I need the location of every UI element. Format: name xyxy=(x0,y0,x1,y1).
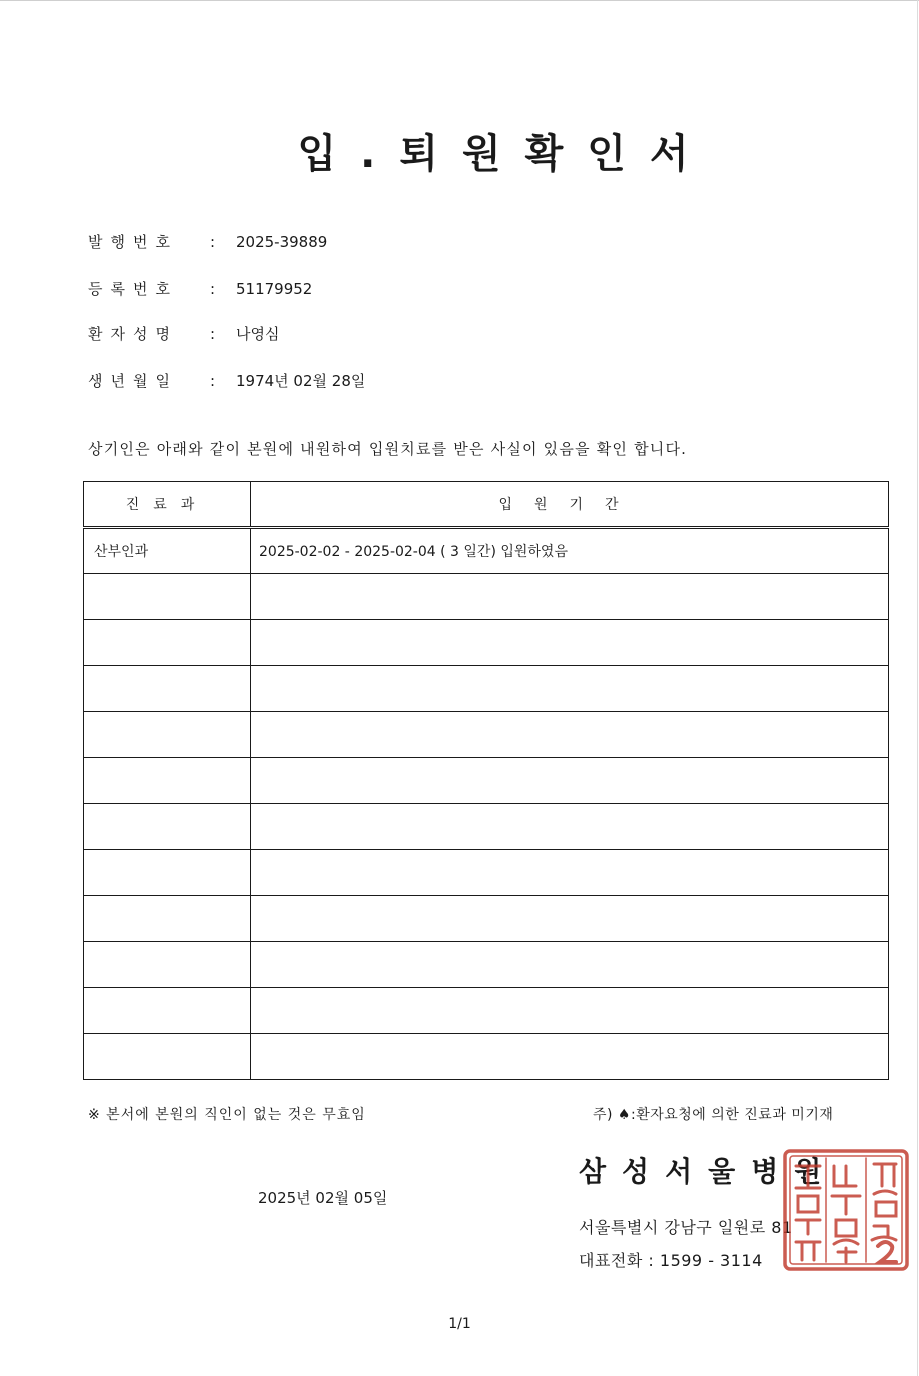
validity-note: ※ 본서에 본원의 직인이 없는 것은 무효임 xyxy=(88,1107,366,1123)
table-row xyxy=(84,896,889,942)
department-cell xyxy=(84,896,251,942)
department-cell: 산부인과 xyxy=(84,528,251,574)
department-cell xyxy=(84,804,251,850)
period-cell xyxy=(251,804,889,850)
birth-date-colon: : xyxy=(210,372,216,390)
period-cell xyxy=(251,942,889,988)
period-header: 입원기간 xyxy=(251,482,889,528)
birth-date-value: 1974년 02월 28일 xyxy=(236,372,366,390)
department-cell xyxy=(84,988,251,1034)
patient-name-value: 나영심 xyxy=(236,325,280,343)
table-body xyxy=(84,528,889,1080)
admission-period-table xyxy=(83,481,889,1080)
registration-number-label: 등록번호 xyxy=(88,280,178,298)
registration-number-value: 51179952 xyxy=(236,280,313,298)
hospital-phone: 대표전화 : 1599 - 3114 xyxy=(579,1251,763,1270)
issue-number-label: 발행번호 xyxy=(88,233,178,251)
document-title: 입.퇴원확인서 xyxy=(297,131,713,177)
department-cell xyxy=(84,574,251,620)
table-row xyxy=(84,574,889,620)
page-right-border xyxy=(917,0,918,1376)
registration-number-colon: : xyxy=(210,280,216,298)
table-row xyxy=(84,666,889,712)
table-row xyxy=(84,620,889,666)
patient-name-colon: : xyxy=(210,325,216,343)
table-row xyxy=(84,528,889,574)
hospital-seal-stamp xyxy=(782,1148,910,1272)
period-cell xyxy=(251,712,889,758)
table-row xyxy=(84,804,889,850)
department-cell xyxy=(84,1034,251,1080)
birth-date-label: 생년월일 xyxy=(88,372,178,390)
confirmation-statement: 상기인은 아래와 같이 본원에 내원하여 입원치료를 받은 사실이 있음을 확인 합니다. xyxy=(88,440,688,458)
page-top-border xyxy=(0,0,919,1)
period-cell xyxy=(251,850,889,896)
department-cell xyxy=(84,942,251,988)
period-cell xyxy=(251,574,889,620)
table-header-row xyxy=(84,482,889,528)
symbol-note: 주) ♠:환자요청에 의한 진료과 미기재 xyxy=(593,1107,834,1123)
hospital-address: 서울특별시 강남구 일원로 81 xyxy=(579,1218,793,1237)
issue-date: 2025년 02월 05일 xyxy=(258,1189,388,1207)
period-cell xyxy=(251,666,889,712)
period-cell xyxy=(251,620,889,666)
table-row xyxy=(84,850,889,896)
period-cell xyxy=(251,1034,889,1080)
department-cell xyxy=(84,850,251,896)
department-header: 진료과 xyxy=(84,482,251,528)
department-cell xyxy=(84,620,251,666)
department-cell xyxy=(84,712,251,758)
period-cell: 2025-02-02 - 2025-02-04 ( 3 일간) 입원하였음 xyxy=(251,528,889,574)
table-row xyxy=(84,942,889,988)
page-number: 1/1 xyxy=(448,1316,471,1332)
department-cell xyxy=(84,666,251,712)
period-cell xyxy=(251,896,889,942)
table-row xyxy=(84,988,889,1034)
table-row xyxy=(84,1034,889,1080)
issue-number-value: 2025-39889 xyxy=(236,233,328,251)
period-cell xyxy=(251,988,889,1034)
department-cell xyxy=(84,758,251,804)
issue-number-colon: : xyxy=(210,233,216,251)
hospital-name: 삼성서울병원 xyxy=(579,1155,838,1188)
table-row xyxy=(84,758,889,804)
patient-name-label: 환자성명 xyxy=(88,325,178,343)
period-cell xyxy=(251,758,889,804)
table-row xyxy=(84,712,889,758)
